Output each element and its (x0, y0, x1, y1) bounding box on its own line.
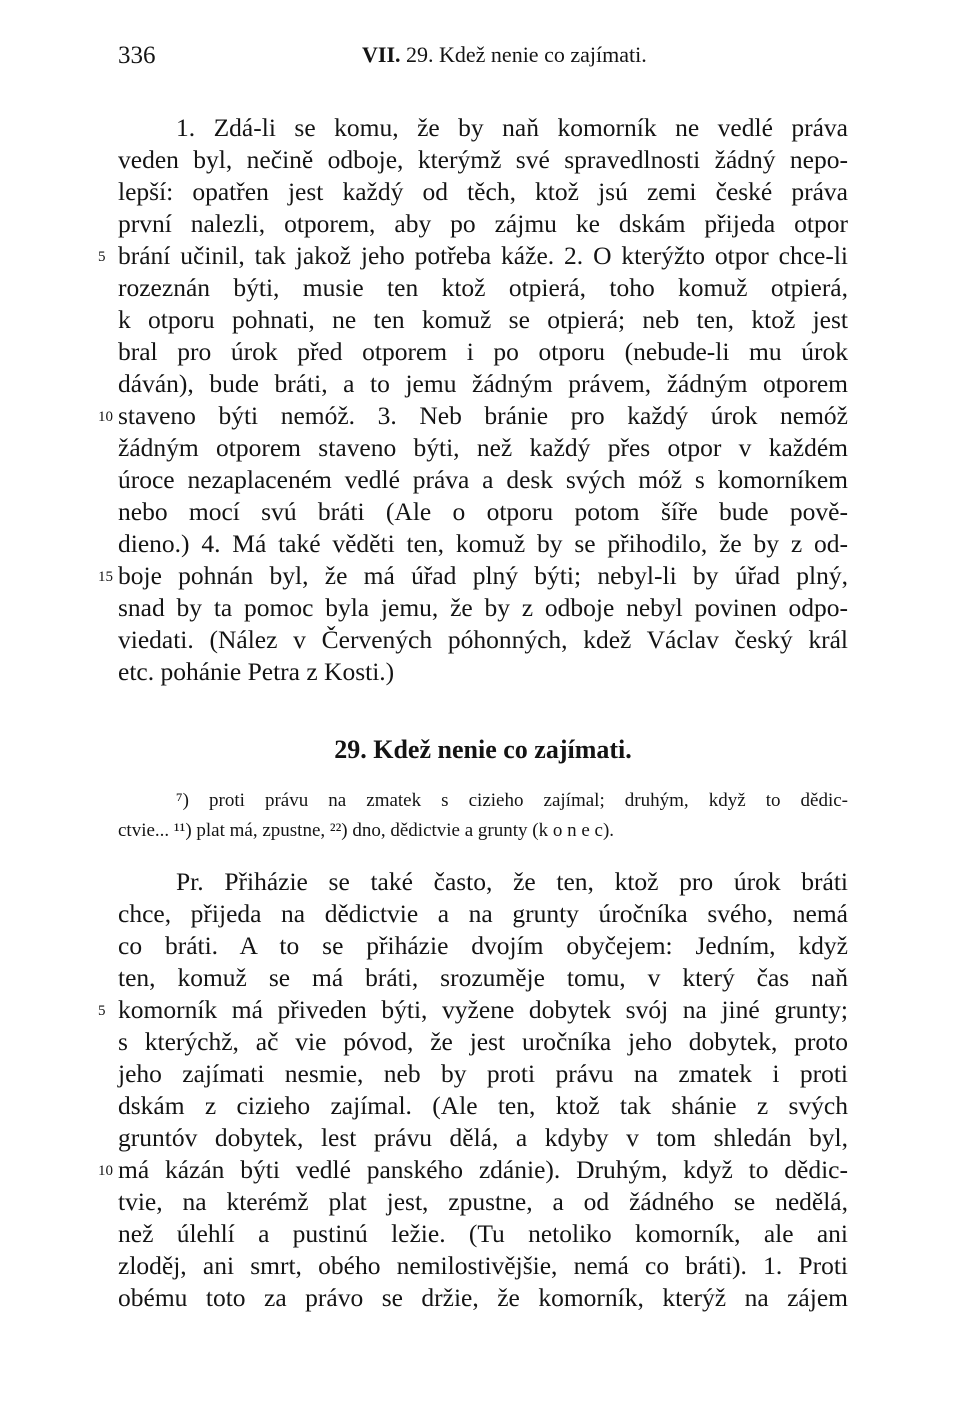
page-header (118, 42, 848, 78)
text-line-wrapper (98, 1154, 848, 1186)
chapter-number: VII. (362, 42, 401, 67)
section-title: 29. Kdež nenie co zajímati. (334, 735, 632, 764)
text-line: má kázán býti vedlé panského zdánie). Druhým, když to dědic- (118, 1155, 848, 1184)
text-line: obému toto za právo se držie, že komorník, kterýž na zájem (118, 1283, 848, 1312)
line-number: 5 (98, 249, 106, 265)
text-line: 1. Zdá-li se komu, že by naň komorník ne vedlé práva (176, 113, 848, 142)
apparatus-line: ctvie... ¹¹) plat má, zpustne, ²²) dno, dědictvie a grunty (k o n e c). (118, 820, 615, 841)
apparatus-line: ⁷) proti právu na zmatek s cizieho zajímal; druhým, když to dědic- (176, 790, 848, 811)
line-number: 10 (98, 1163, 113, 1179)
text-line: dáván), bude bráti, a to jemu žádným právem, žádným otporem (118, 369, 848, 398)
text-line-wrapper (98, 400, 848, 432)
text-line: brání učinil, tak jakož jeho potřeba káže. 2. O kterýžto otpor chce-li (118, 241, 848, 270)
running-head (362, 42, 647, 68)
text-line: nebo mocí svú bráti (Ale o otporu potom šíře bude pově- (118, 497, 848, 526)
text-line: k otporu pohnati, ne ten komuž se otpierá; neb ten, ktož jest (118, 305, 848, 334)
text-line: gruntóv dobytek, lest právu dělá, a kdyby v tom shledán byl, (118, 1123, 848, 1152)
running-title: 29. Kdež nenie co zajímati. (406, 42, 647, 67)
line-number: 5 (98, 1003, 106, 1019)
text-line: chce, přijeda na dědictvie a na grunty úročníka svého, nemá (118, 899, 848, 928)
text-line: s kterýchž, ač vie póvod, že jest uročníka jeho dobytek, proto (118, 1027, 848, 1056)
text-line: snad by ta pomoc byla jemu, že by z odboje nebyl povinen odpo- (118, 593, 848, 622)
text-line-wrapper (98, 994, 848, 1026)
critical-apparatus (118, 786, 848, 846)
text-line: úroce nezaplaceném vedlé práva a desk svých móž s komorníkem (118, 465, 848, 494)
text-line: jeho zajímati nesmie, neb by proti právu na zmatek i proti (118, 1059, 848, 1088)
text-line: staveno býti nemóž. 3. Neb bránie pro každý úrok nemóž (118, 401, 848, 430)
text-line: zloděj, ani smrt, obého nemilostivějšie, nemá co bráti). 1. Proti (118, 1251, 848, 1280)
text-line: Pr. Přiházie se také často, že ten, ktož pro úrok bráti (176, 867, 848, 896)
text-line: co bráti. A to se přiházie dvojím obyčejem: Jedním, když (118, 931, 848, 960)
text-line-wrapper (98, 240, 848, 272)
line-number: 10 (98, 409, 113, 425)
text-line: veden byl, nečině odboje, kterýmž své spravedlnosti žádný nepo- (118, 145, 848, 174)
text-line: první nalezli, otporem, aby po zájmu ke dskám přijeda otpor (118, 209, 848, 238)
text-line: bral pro úrok před otporem i po otporu (nebude-li mu úrok (118, 337, 848, 366)
text-line: etc. pohánie Petra z Kosti.) (118, 657, 395, 686)
text-line-wrapper (98, 560, 848, 592)
text-line: rozeznán býti, musie ten ktož otpierá, toho komuž otpierá, (118, 273, 848, 302)
text-line: dskám z cizieho zajímal. (Ale ten, ktož tak shánie z svých (118, 1091, 848, 1120)
text-line: než úlehlí a pustinú ležie. (Tu netoliko komorník, ale ani (118, 1219, 848, 1248)
text-line: žádným otporem staveno býti, než každý přes otpor v každém (118, 433, 848, 462)
text-line: boje pohnán byl, že má úřad plný býti; nebyl-li by úřad plný, (118, 561, 848, 590)
section-2-text (98, 866, 848, 1314)
section-1-text (98, 112, 848, 688)
page-number: 336 (118, 42, 156, 69)
text-line: tvie, na kterémž plat jest, zpustne, a od žádného se nedělá, (118, 1187, 848, 1216)
text-line: viedati. (Nález v Červených póhonných, kdež Václav český král (118, 625, 848, 654)
line-number: 15 (98, 569, 113, 585)
text-line: dieno.) 4. Má také věděti ten, komuž by se přihodilo, že by z od- (118, 529, 848, 558)
text-line: ten, komuž se má bráti, srozuměje tomu, v který čas naň (118, 963, 848, 992)
text-line: komorník má přiveden býti, vyžene dobytek svój na jiné grunty; (118, 995, 848, 1024)
text-line: lepší: opatřen jest každý od těch, ktož jsú zemi české práva (118, 177, 848, 206)
